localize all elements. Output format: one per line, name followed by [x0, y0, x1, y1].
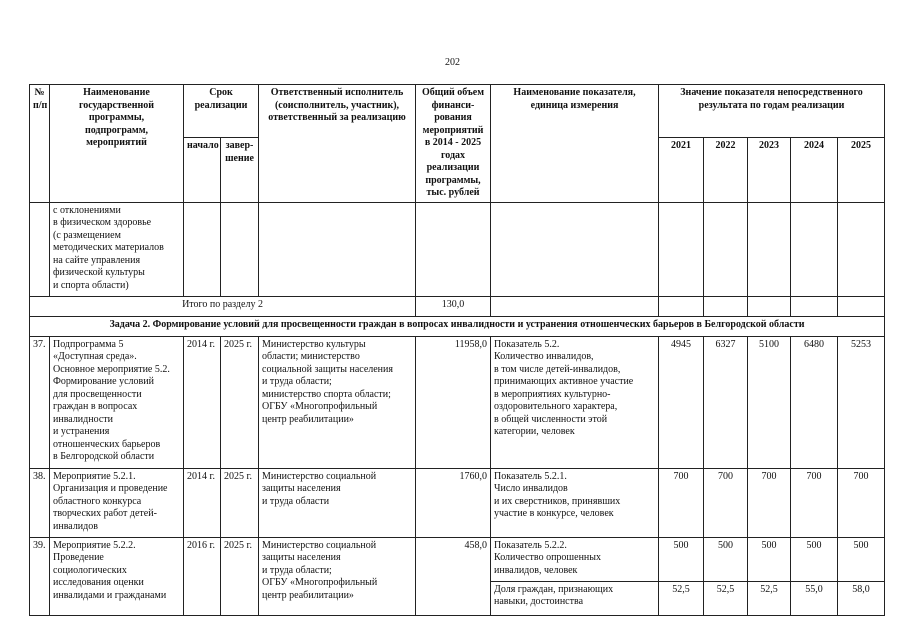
- text-line: в 2014 - 2025: [424, 137, 482, 148]
- header-end: [221, 138, 259, 202]
- row-value: 700: [704, 468, 748, 537]
- row-value: 52,5: [748, 581, 791, 615]
- row-volume: 458,0: [416, 537, 491, 615]
- text-line: инвалидами и гражданами: [53, 589, 167, 601]
- text-line: защиты населения: [262, 483, 341, 494]
- text-line: государственной: [78, 99, 155, 111]
- row-value: 5100: [748, 336, 791, 468]
- text-line: начало: [187, 140, 219, 152]
- row-value: 55,0: [791, 581, 838, 615]
- text-line: Наименование показателя,: [513, 87, 636, 98]
- text-line: Подпрограмма 5: [53, 338, 124, 350]
- row-name: [50, 537, 184, 615]
- text-line: ОГБУ «Многопрофильный: [262, 577, 378, 588]
- text-line: и устранения: [53, 426, 110, 437]
- text-line: завер-: [225, 140, 254, 152]
- text-line: подпрограмм,: [84, 124, 149, 136]
- text-line: Срок: [209, 87, 233, 98]
- table-row: [30, 468, 885, 537]
- row-num: 38.: [30, 468, 50, 537]
- text-line: Министерство культуры: [262, 338, 366, 350]
- header-num: [30, 85, 50, 203]
- text-line: Значение показателя непосредственного: [680, 87, 863, 98]
- text-line: на сайте управления: [53, 254, 141, 266]
- text-line: в общей численности этой: [494, 413, 608, 425]
- row-end: 2025 г.: [221, 336, 259, 468]
- text-line: участие в конкурсе, человек: [494, 508, 614, 519]
- row-value: 4945: [659, 336, 704, 468]
- text-line: №: [34, 87, 45, 98]
- row-value: 6327: [704, 336, 748, 468]
- header-start: [184, 138, 221, 202]
- row-value: 52,5: [659, 581, 704, 615]
- text-line: в физическом здоровье: [53, 217, 152, 228]
- row-volume: 1760,0: [416, 468, 491, 537]
- header-year-2025: 2025: [838, 138, 885, 202]
- text-line: Доля граждан, признающих: [494, 583, 614, 595]
- text-line: и труда области;: [262, 564, 332, 576]
- text-line: в мероприятиях культурно-: [494, 388, 611, 400]
- text-line: и труда области;: [262, 376, 332, 387]
- text-line: годах: [440, 149, 466, 161]
- header-term: [184, 85, 259, 138]
- header-year-2024: 2024: [791, 138, 838, 202]
- row-end: 2025 г.: [221, 468, 259, 537]
- text-line: и труда области: [262, 495, 330, 507]
- text-line: граждан в вопросах: [53, 401, 138, 412]
- header-year-2021: 2021: [659, 138, 704, 202]
- row-indicator: [491, 468, 659, 537]
- row-value: 700: [838, 468, 885, 537]
- text-line: навыки, достоинства: [494, 596, 584, 607]
- text-line: (соисполнитель, участник),: [274, 99, 400, 111]
- row-executor: [259, 336, 416, 468]
- text-line: Министерство социальной: [262, 470, 377, 482]
- row-name: [50, 468, 184, 537]
- row-start: 2016 г.: [184, 537, 221, 615]
- text-line: Общий объем: [421, 87, 485, 98]
- row-value: 500: [659, 537, 704, 581]
- text-line: Наименование: [83, 87, 150, 98]
- text-line: инвалидов: [53, 520, 98, 532]
- text-line: п/п: [33, 99, 48, 111]
- row-value: 6480: [791, 336, 838, 468]
- page-number: 202: [445, 57, 460, 68]
- text-line: «Доступная среда».: [53, 351, 137, 362]
- text-line: социальной защиты населения: [262, 363, 393, 375]
- text-line: тыс. рублей: [426, 187, 480, 198]
- text-line: физической культуры: [53, 267, 145, 278]
- text-line: отношенческих барьеров: [53, 438, 161, 450]
- text-line: Показатель 5.2.2.: [494, 539, 567, 551]
- text-line: Проведение: [53, 552, 104, 563]
- row-value: 500: [748, 537, 791, 581]
- table-row: [30, 336, 885, 468]
- text-line: методических материалов: [53, 242, 164, 253]
- row-value: 58,0: [838, 581, 885, 615]
- text-line: Ответственный исполнитель: [270, 87, 404, 98]
- row-executor: [259, 468, 416, 537]
- text-line: и их сверстников, принявших: [494, 495, 621, 507]
- row-num: 39.: [30, 537, 50, 615]
- task-title: Задача 2. Формирование условий для просвещенности граждан в вопросах инвалидности и устранения отношенческих барьеров в Белгородской области: [30, 316, 885, 336]
- text-line: для просвещенности: [53, 388, 142, 400]
- text-line: Количество инвалидов,: [494, 351, 594, 362]
- row-value: 5253: [838, 336, 885, 468]
- text-line: инвалидов, человек: [494, 564, 578, 576]
- text-line: Количество опрошенных: [494, 552, 601, 563]
- text-line: мероприятий: [86, 137, 147, 148]
- text-line: ответственный за реализацию: [268, 112, 406, 123]
- total-row: [30, 296, 885, 316]
- text-line: Показатель 5.2.1.: [494, 470, 567, 482]
- text-line: рования: [434, 112, 472, 123]
- text-line: творческих работ детей-: [53, 508, 157, 519]
- row-value: 700: [659, 468, 704, 537]
- text-line: Мероприятие 5.2.1.: [53, 470, 136, 482]
- row-executor: [259, 537, 416, 615]
- row-indicator: [491, 581, 659, 615]
- header-year-2022: 2022: [704, 138, 748, 202]
- row-indicator: [491, 537, 659, 581]
- text-line: Мероприятие 5.2.2.: [53, 539, 136, 551]
- text-line: социологических: [53, 564, 127, 576]
- row-end: 2025 г.: [221, 537, 259, 615]
- text-line: принимающих активное участие: [494, 376, 634, 387]
- text-line: Формирование условий: [53, 376, 154, 387]
- text-line: центр реабилитации»: [262, 589, 354, 601]
- header-executor: [259, 85, 416, 203]
- row-value: 700: [748, 468, 791, 537]
- text-line: реализации: [426, 162, 480, 173]
- text-line: центр реабилитации»: [262, 413, 354, 425]
- text-line: в том числе детей-инвалидов,: [494, 363, 621, 375]
- text-line: в Белгородской области: [53, 451, 155, 462]
- cont-text: [50, 202, 184, 296]
- text-line: программы,: [88, 112, 145, 123]
- text-line: категории, человек: [494, 426, 575, 437]
- text-line: и спорта области): [53, 279, 129, 291]
- text-line: Министерство социальной: [262, 539, 377, 551]
- program-table: [29, 84, 885, 616]
- row-value: 500: [791, 537, 838, 581]
- text-line: защиты населения: [262, 552, 341, 563]
- text-line: результата по годам реализации: [698, 99, 845, 111]
- text-line: Показатель 5.2.: [494, 338, 560, 350]
- text-line: Основное мероприятие 5.2.: [53, 363, 170, 375]
- row-value: 52,5: [704, 581, 748, 615]
- total-label: Итого по разделу 2: [30, 296, 416, 316]
- text-line: шение: [225, 152, 254, 164]
- text-line: с отклонениями: [53, 204, 121, 216]
- text-line: (с размещением: [53, 229, 121, 241]
- text-line: области; министерство: [262, 351, 360, 362]
- text-line: областного конкурса: [53, 495, 142, 507]
- header-volume: [416, 85, 491, 203]
- total-value: 130,0: [416, 296, 491, 316]
- row-indicator: [491, 336, 659, 468]
- text-line: Организация и проведение: [53, 483, 168, 494]
- row-num: 37.: [30, 336, 50, 468]
- row-start: 2014 г.: [184, 468, 221, 537]
- row-start: 2014 г.: [184, 336, 221, 468]
- header-indicator: [491, 85, 659, 203]
- table-row: [30, 537, 885, 581]
- text-line: реализации: [194, 99, 248, 111]
- text-line: исследования оценки: [53, 577, 144, 588]
- row-name: [50, 336, 184, 468]
- text-line: программы,: [425, 174, 481, 186]
- text-line: инвалидности: [53, 413, 114, 425]
- text-line: ОГБУ «Многопрофильный: [262, 401, 378, 412]
- text-line: министерство спорта области;: [262, 388, 391, 400]
- text-line: мероприятий: [422, 124, 484, 136]
- text-line: финанси-: [431, 99, 475, 111]
- text-line: единица измерения: [530, 99, 619, 111]
- row-volume: 11958,0: [416, 336, 491, 468]
- text-line: оздоровительного характера,: [494, 401, 618, 412]
- row-value: 500: [704, 537, 748, 581]
- text-line: Число инвалидов: [494, 483, 568, 494]
- header-values: [659, 85, 885, 138]
- row-value: 700: [791, 468, 838, 537]
- row-value: 500: [838, 537, 885, 581]
- table-row: [30, 202, 885, 296]
- header-year-2023: 2023: [748, 138, 791, 202]
- header-name: [50, 85, 184, 203]
- task-row: [30, 316, 885, 336]
